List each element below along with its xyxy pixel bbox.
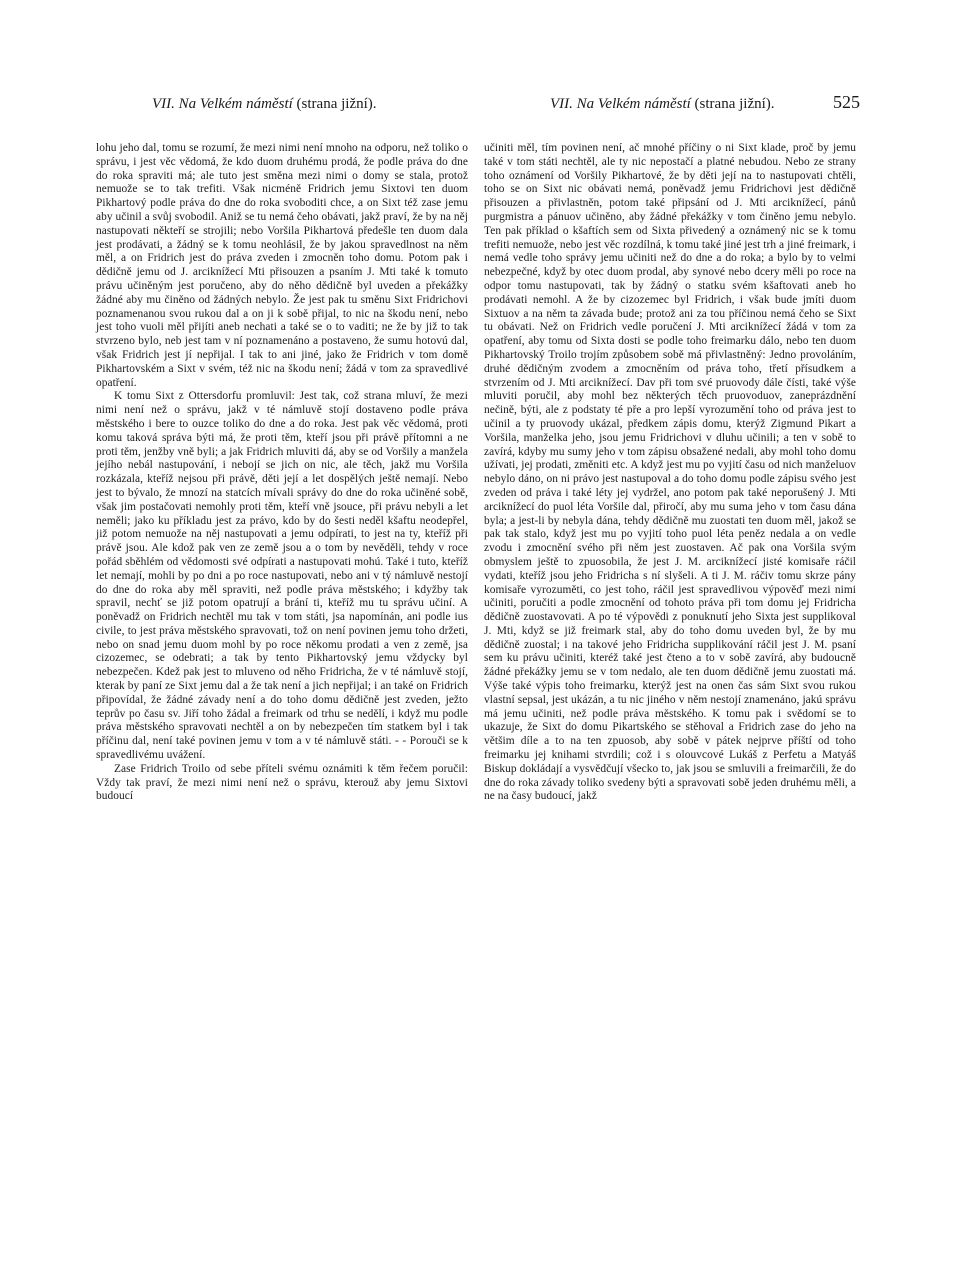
header-left xyxy=(152,96,377,113)
header-right-subtitle: (strana jižní). xyxy=(694,96,775,112)
header-right-title: VII. Na Velkém náměstí xyxy=(550,96,691,112)
page-number: 525 xyxy=(833,92,860,112)
paragraph: K tomu Sixt z Ottersdorfu promluvil: Jest tak, což strana mluví, že mezi nimi není než o správu, jakž v té námluvě stojí dostaveno podle práva městského i bere to ouzce toliko do dne a do roka. Jest pak věc vědomá, proti komu taková správa býti má, že proti těm, kteří jsou při právě přítomni a ne proti těm, jenžby vně byli; a jak Fridrich mluviti dá, aby se od Voršily a manžela jejího nebál nastupování, i nebojí se jich on nic, ale těch, jakž mu Voršila rozkázala, kteříž nejsou při právě, děti její a let dospělých ještě nemají. Nebo jest to bývalo, že mnozí na statcích mívali správy do dne do roka učiněné sobě, však jim postačovati nemohly proti těm, kteří vně jsouce, při právu nebyli a let neměli; jako ku příkladu jest za právo, kdo by do šesti neděl kšaftu neodepřel, již potom nemuože na něj nastupovati a jemu odpírati, to jest na ty, kteříž při právě jsou. Ale kdož pak ven ze země jsou a o tom by nevěděli, tehdy v roce pořád sběhlém od vědomosti své odpírati a nastupovati mohú. Také i tuto, kteříž let nemají, mohli by po dni a po roce nastupovati, nebo ani v tý námluvě nestojí do dne do roka aby měl spraviti, než podle práva městského; i kdyžby tak spravil, nechť se již potom opatrují a brání ti, kteříž mu tu správu učiní. A poněvadž on Fridrich nechtěl mu tak v tom státi, jsa napomínán, ani podle ius civile, to jest práva městského spravovati, tož on není povinen jemu toho držeti, nebo on snad jemu duom mohl by po roce někomu prodati a ven z země, jsa cizozemec, se odebrati; a tak by tento Pikhartovský jemu vždycky byl nebezpečen. Kdež pak jest to mluveno od něho Fridricha, že v té námluvě stojí, kterak by paní ze Sixt jemu dal a že tak není a jich nepřijal; i an také on Fridrich připovídal, že žádné závady není a do toho domu dědičně jest zveden, ježto teprův po času sv. Jiří toho žádal a freimark od trhu se nedělí, i když mu podle práva městského spravovati nechtěl a on by nebezpečen tím statkem byl i tak příčinu dal, není také povinen jemu v tom a v té námluvě státi. - - Porouči se k spravedlivému uvážení. xyxy=(96,390,468,762)
header-left-subtitle: (strana jižní). xyxy=(296,96,377,112)
right-column xyxy=(484,142,856,804)
header-left-title: VII. Na Velkém náměstí xyxy=(152,96,293,112)
paragraph: učiniti měl, tím povinen není, ač mnohé příčiny o ni Sixt klade, proč by jemu také v tom státi nechtěl, ale ty nic nepostačí a platné nebudou. Nebo ze strany toho oznámení od Voršily Pikhartové, že by děti její na to nastupovati chtěli, toho se on Sixt nic obávati nemá, poněvadž jemu Fridrichovi jest dědičně přisouzen a přivlastněn, potom také připsání od J. Mti arciknížecí, pánů purgmistra a pánuov učiněno, aby žádné překážky v tom činěno jemu nebylo. Ten pak příklad o kšaftích sem od Sixta přivedený a oznámený nic se k tomu trefiti nemuože, nebo jest věc rozdílná, k tomu také jiné jest trh a jiné freimark, i nemá vedle toho správy jemu učiniti než do dne a do roka; a bylo by to velmi nebezpečné, když by otec duom prodal, aby synové nebo dcery měli po roce na odpor tomu nastupovati, tak by žádný o statku svém kšaftovati aneb ho prodávati nemohl. A že by cizozemec byl Fridrich, i však bude jmíti duom Sixtuov a na něm ta závada bude; protož ani za tou příčinou nemá čeho se Sixt tu obávati. Než on Fridrich vedle poručení J. Mti arciknížecí žádá v tom za opatření, aby tomu od Sixta dosti se podle toho freimarku dálo, nebo ten duom Pikhartovský Troilo trojím způsobem sobě má přivlastněný: Jedno provoláním, druhé dědičným zvodem a zmocněním od práva toho, třetí přísudkem a stvrzením od J. Mti arciknížecí. Dav při tom své pruovody dále čísti, také výše mluviti poručil, aby mohl bez některých těch pruovoduov, zaneprázdnění nečině, býti, ale z podstaty té pře a pro lepší vyrozumění toho od práva jest to učinil a ty pruovody ukázal, předkem zápis domu, kterýž Zigmund Pikart a Voršila, manželka jeho, jsou jemu Fridrichovi v dluhu učinili; a ten v sobě to zavírá, kdyby mu sumy jeho v tom zápisu obsažené nedali, aby mohl toho domu užívati, jej prodati, změniti etc. A když jest mu po vyjití času od nich manželuov nebylo dáno, on ni právo jest nastupoval a do toho domu podle zápisu svého jest zveden od práva i také léty jej vydržel, ano potom pak také neporušený J. Mti arciknížecí do puol léta Voršile dal, přiročí, aby mu suma jeho v tom času dána byla; a jest-li by nebyla dána, tehdy dědičně mu zuostati ten duom měl, jakož se pak tak stalo, když jest mu po vyjití toho puol léta peněz nedala a on vedle zvodu i zmocnění svého při něm jest zuostaven. Ač pak ona Voršila svým obmyslem ještě to zpuosobila, že jest J. M. arciknížecí jisté komisaře ráčil vydati, kteříž jsou jeho Fridricha s ní slyšeli. A ti J. M. ráčiv tomu skrze pány komisaře vyrozuměti, co jest toho, ráčil jest spravedlivou výpověď mezi nimi učiniti, poručiti a podle zmocnění od tohoto práva při tom domu jej Fridricha dědičně zuostavovati. A po té výpovědi z ponuknutí jeho Sixta jest supplikoval J. Mti, když se již freimark stal, aby do toho domu uveden byl, že by mu dědičně zuostal; i na takové jeho Fridricha supplikování ráčil jest J. M. psaní sem ku právu učiniti, kteréž také jest čteno a to v sobě zavírá, aby budoucně žádné překážky jemu se v tom nedalo, ale ten duom dědičně jemu zuostati má. Výše také výpis toho freimarku, kterýž jest na onen čas sám Sixt svou rukou vlastní sepsal, jest ukázán, a tu nic jiného v něm nestojí znamenáno, jakú správu má jemu učiniti, než podle práva městského. K tomu pak i svědomí se to ukazuje, že Sixt do domu Pikartského se stěhoval a Fridrich zase do jeho na většim díle a to na ten zpuosob, aby sobě v pátek nejprve příští od toho freimarku jej knihami stvrdili; což i s olouvcové Lukáš z Perfetu a Matyáš Biskup dokládají a vysvědčují všecko to, jak jsou se smluvili a freimarčili, že do dne do roka závady toliko svedeny býti a spravovati sobě jeden druhému měli, a ne na časy budoucí, jakž xyxy=(484,142,856,803)
left-column xyxy=(96,142,468,804)
running-header xyxy=(130,92,860,118)
paragraph: lohu jeho dal, tomu se rozumí, že mezi nimi není mnoho na odporu, než toliko o správu, i jest věc vědomá, že kdo duom druhému prodá, že podle práva do dne do roka spraviti má; ale tuto jest směna mezi nimi o domy se stala, protož nemuože se to tak trefiti. Však nicméně Fridrich jemu Sixtovi ten duom Pikhartový podle práva do dne do roka svoboditi chce, a on Sixt též zase jemu aby učinil a svůj svobodil. Aniž se tu nemá čeho obávati, jakž praví, že by na něj nastupovati někteří se strojili; nebo Voršila Pikhartová předešle ten duom dala jest prodávati, a žádný se k tomu neohlásil, že by jakou spravedlnost na něm měl, a on Fridrich jest do práva zveden i zmocněn toho domu. Potom pak i dědičně jemu od J. arciknížecí Mti přisouzen a psaním J. Mti také k tomuto právu učiněným jest poručeno, aby do něho dědičně byl uveden a překážky žádné aby mu činěno od žádných nebylo. Že jest pak tu směnu Sixt Fridrichovi poznamenanou svou rukou dal a on ji k sobě přijal, to nic na škodu není, nebo jest toho vuoli měl přijíti aneb nechati a také se o to vaditi; ne že by již to tak stvrzeno bylo, neb jest tam v ní poznamenáno a postaveno, že sumu hotovú dal, však Fridrich jest jí nepřijal. I tak to ani jiné, jako že Fridrich v tom domě Pikhartovském a Sixt v svém, též nic na škodu není; žádá v tom za spravedlivé opatření. xyxy=(96,142,468,389)
header-right xyxy=(550,96,775,113)
paragraph: Zase Fridrich Troilo od sebe příteli svému oznámiti k těm řečem poručil: Vždy tak praví, že mezi nimi není než o správu, kterouž aby jemu Sixtovi budoucí xyxy=(96,762,468,803)
